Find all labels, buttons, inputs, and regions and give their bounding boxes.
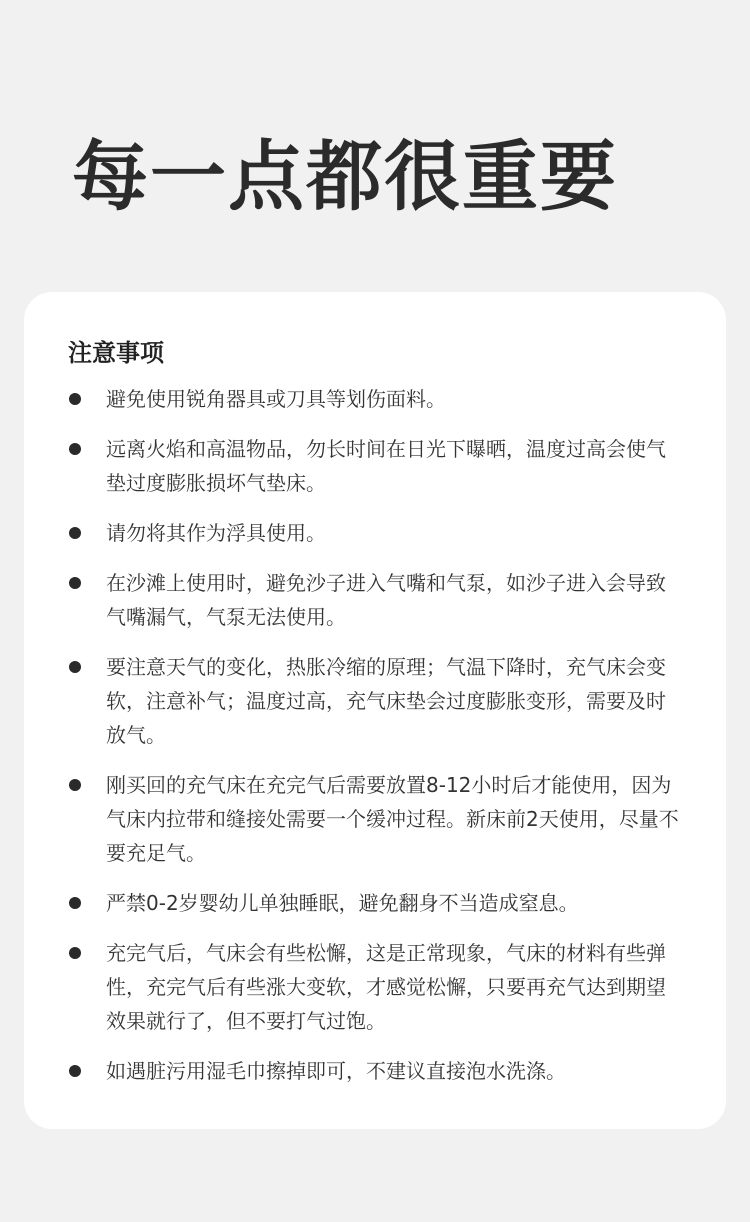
bullet-dot-icon bbox=[69, 443, 81, 455]
bullet-dot-icon bbox=[69, 661, 81, 673]
bullet-dot-icon bbox=[69, 577, 81, 589]
notice-item bbox=[68, 382, 682, 416]
notice-item bbox=[68, 516, 682, 550]
notice-item bbox=[68, 566, 682, 634]
notice-item bbox=[68, 886, 682, 920]
notice-item-text: 如遇脏污用湿毛巾擦掉即可，不建议直接泡水洗涤。 bbox=[106, 1059, 566, 1083]
notice-list bbox=[68, 382, 682, 1088]
notice-item-text: 充完气后，气床会有些松懈，这是正常现象，气床的材料有些弹性，充完气后有些涨大变软，才感觉松懈，只要再充气达到期望效果就行了，但不要打气过饱。 bbox=[106, 941, 666, 1033]
notice-item-text: 刚买回的充气床在充完气后需要放置8-12小时后才能使用，因为气床内拉带和缝接处需要一个缓冲过程。新床前2天使用，尽量不要充足气。 bbox=[106, 773, 679, 865]
bullet-dot-icon bbox=[69, 897, 81, 909]
notice-item-text: 要注意天气的变化，热胀冷缩的原理；气温下降时，充气床会变软，注意补气；温度过高，充气床垫会过度膨胀变形，需要及时放气。 bbox=[106, 655, 666, 747]
notice-item bbox=[68, 650, 682, 752]
notice-item-text: 严禁0-2岁婴幼儿单独睡眠，避免翻身不当造成窒息。 bbox=[106, 891, 579, 915]
bullet-dot-icon bbox=[69, 947, 81, 959]
page-title: 每一点都很重要 bbox=[72, 132, 618, 221]
bullet-dot-icon bbox=[69, 527, 81, 539]
notice-item bbox=[68, 768, 682, 870]
notice-item bbox=[68, 936, 682, 1038]
notice-item-text: 远离火焰和高温物品，勿长时间在日光下曝晒，温度过高会使气垫过度膨胀损坏气垫床。 bbox=[106, 437, 666, 495]
bullet-dot-icon bbox=[69, 779, 81, 791]
notice-item bbox=[68, 432, 682, 500]
notice-item-text: 避免使用锐角器具或刀具等划伤面料。 bbox=[106, 387, 446, 411]
notice-item bbox=[68, 1054, 682, 1088]
bullet-dot-icon bbox=[69, 393, 81, 405]
notice-item-text: 请勿将其作为浮具使用。 bbox=[106, 521, 326, 545]
notice-item-text: 在沙滩上使用时，避免沙子进入气嘴和气泵，如沙子进入会导致气嘴漏气，气泵无法使用。 bbox=[106, 571, 666, 629]
notice-heading: 注意事项 bbox=[68, 339, 164, 367]
bullet-dot-icon bbox=[69, 1065, 81, 1077]
notice-card bbox=[24, 292, 726, 1129]
